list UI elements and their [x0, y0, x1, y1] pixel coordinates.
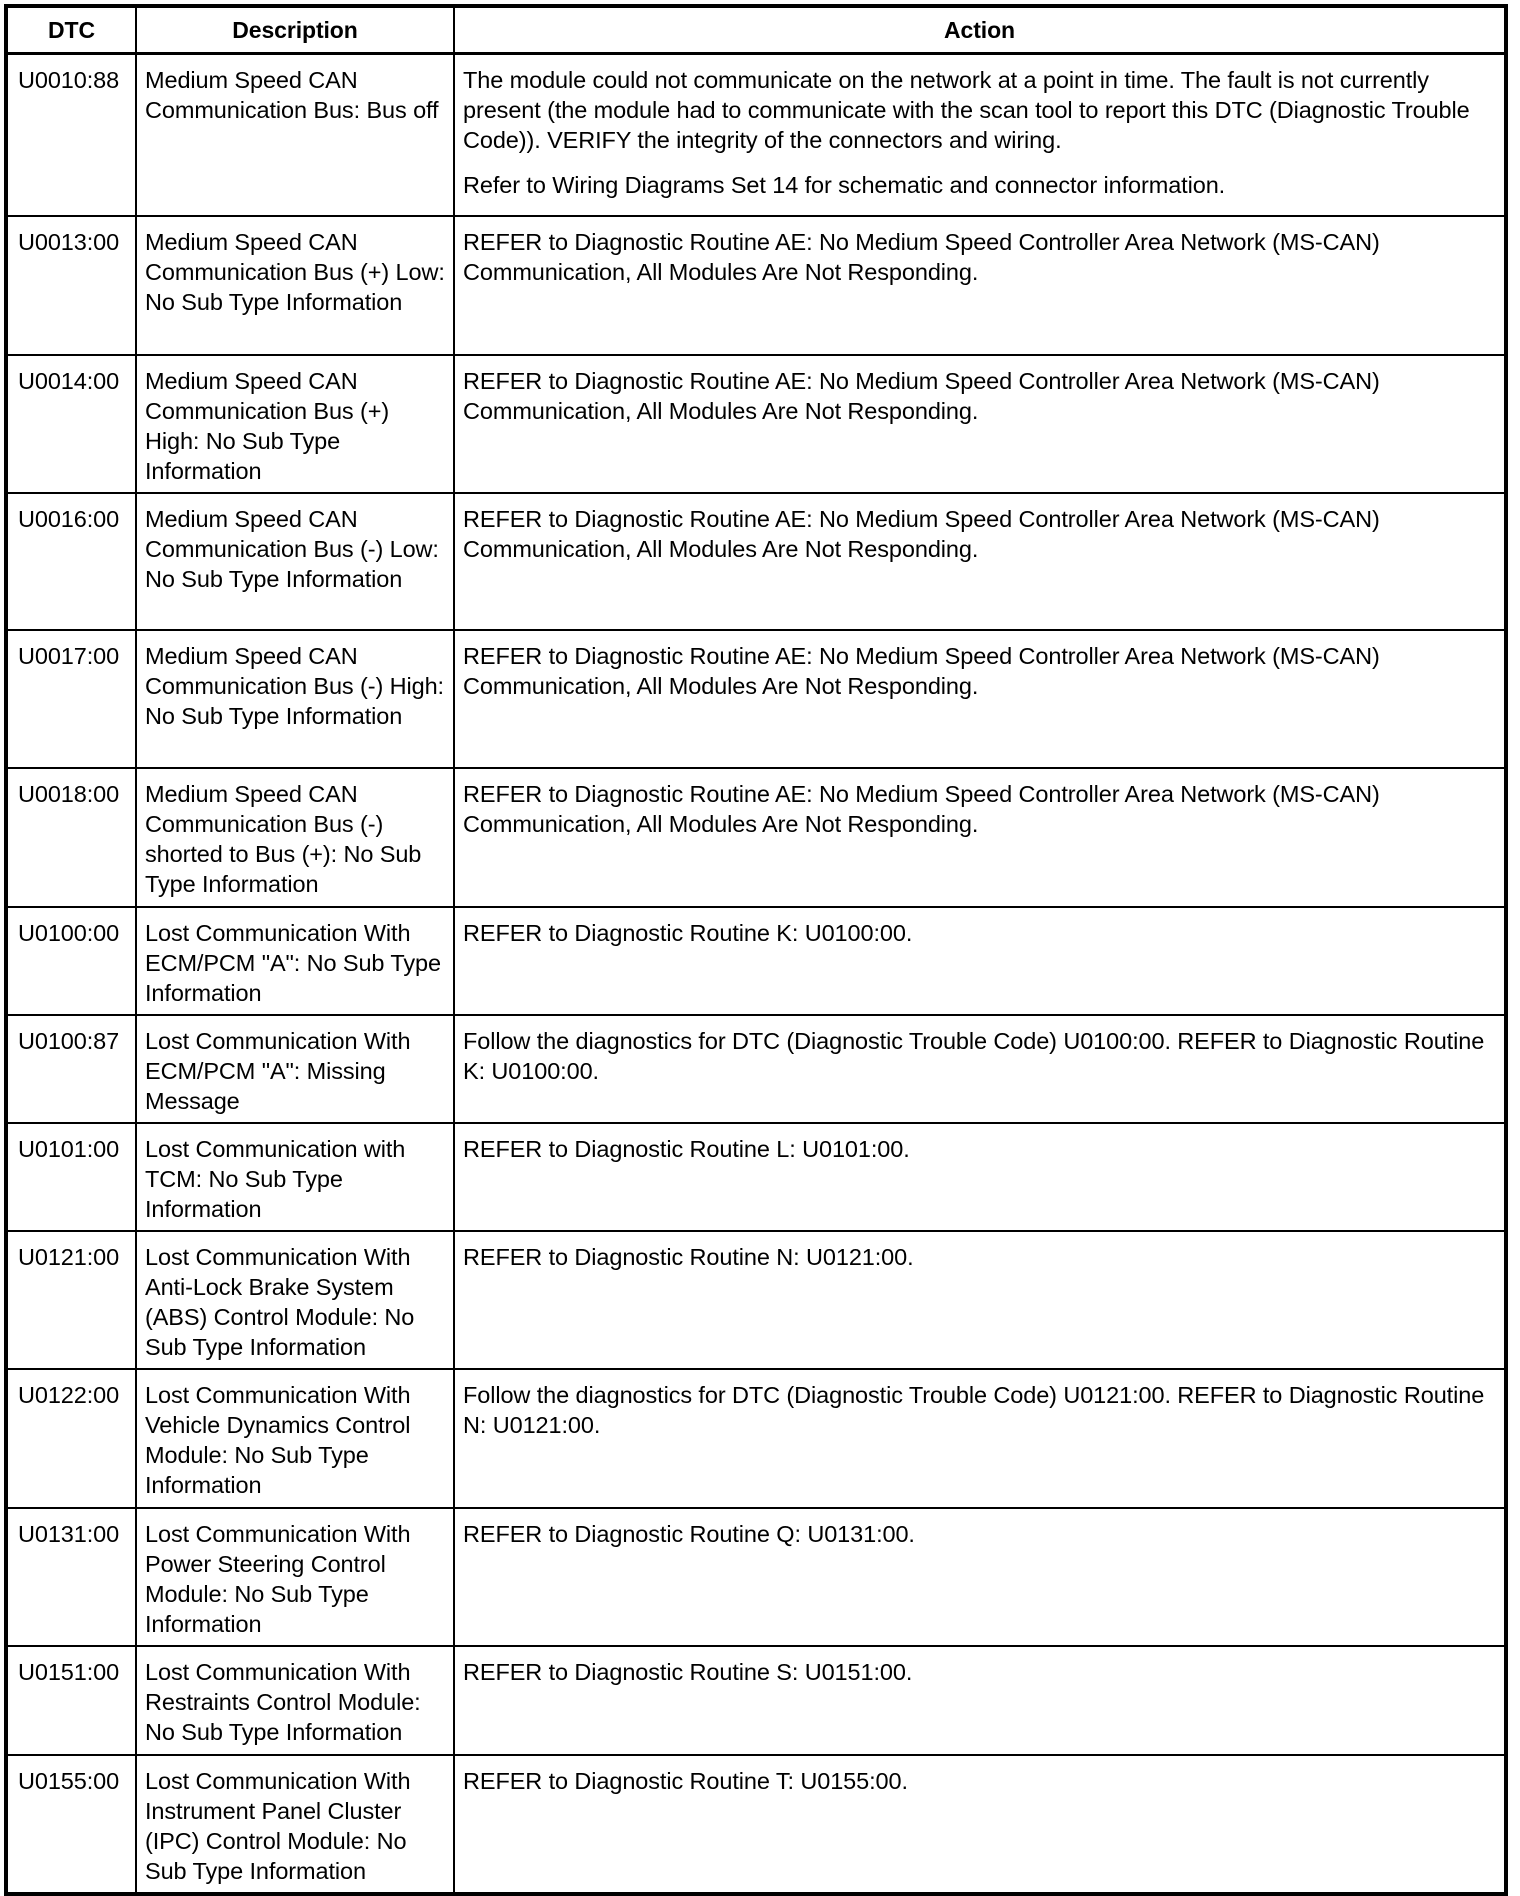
action-text: REFER to Diagnostic Routine Q: U0131:00. [463, 1520, 915, 1547]
table-row [6, 630, 1506, 768]
table-row [6, 1508, 1506, 1646]
dtc-description: Lost Communication With Instrument Panel Cluster (IPC) Control Module: No Sub Type Information [136, 1755, 454, 1894]
dtc-description: Lost Communication With Anti-Lock Brake System (ABS) Control Module: No Sub Type Information [136, 1231, 454, 1369]
dtc-description: Medium Speed CAN Communication Bus (+) High: No Sub Type Information [136, 355, 454, 493]
table-header-row [6, 6, 1506, 54]
dtc-action [454, 1231, 1506, 1369]
dtc-action [454, 768, 1506, 907]
header-dtc: DTC [6, 6, 136, 54]
dtc-code: U0010:88 [6, 54, 136, 216]
dtc-action [454, 1015, 1506, 1123]
table-row [6, 768, 1506, 907]
dtc-action [454, 1755, 1506, 1894]
dtc-description: Medium Speed CAN Communication Bus (+) Low: No Sub Type Information [136, 216, 454, 355]
dtc-action [454, 216, 1506, 355]
action-text: REFER to Diagnostic Routine AE: No Medium Speed Controller Area Network (MS-CAN) Communication, All Modules Are Not Responding. [463, 505, 1380, 562]
action-text: REFER to Diagnostic Routine AE: No Medium Speed Controller Area Network (MS-CAN) Communication, All Modules Are Not Responding. [463, 780, 1380, 837]
dtc-code: U0016:00 [6, 493, 136, 630]
dtc-code: U0151:00 [6, 1646, 136, 1755]
dtc-action [454, 1369, 1506, 1508]
dtc-description: Lost Communication With ECM/PCM "A": Missing Message [136, 1015, 454, 1123]
dtc-description: Lost Communication With ECM/PCM "A": No Sub Type Information [136, 907, 454, 1015]
dtc-code: U0100:87 [6, 1015, 136, 1123]
dtc-action [454, 1508, 1506, 1646]
dtc-description: Lost Communication with TCM: No Sub Type Information [136, 1123, 454, 1231]
action-text-wiring-reference: Refer to Wiring Diagrams Set 14 for schematic and connector information. [463, 172, 1226, 198]
dtc-action [454, 355, 1506, 493]
table-row [6, 1015, 1506, 1123]
dtc-code: U0101:00 [6, 1123, 136, 1231]
table-row [6, 1646, 1506, 1755]
dtc-code: U0131:00 [6, 1508, 136, 1646]
table-row [6, 1755, 1506, 1894]
dtc-description: Medium Speed CAN Communication Bus: Bus off [136, 54, 454, 216]
action-text: The module could not communicate on the network at a point in time. The fault is not currently present (the module had to communicate with the scan tool to report this DTC (Diagnostic Trouble Code)). VERIFY the integrity of the connectors and wiring. [463, 67, 1470, 153]
action-text: Follow the diagnostics for DTC (Diagnostic Trouble Code) U0121:00. REFER to Diagnostic Routine N: U0121:00. [463, 1381, 1485, 1438]
header-action: Action [454, 6, 1506, 54]
dtc-description: Medium Speed CAN Communication Bus (-) shorted to Bus (+): No Sub Type Information [136, 768, 454, 907]
dtc-code: U0013:00 [6, 216, 136, 355]
dtc-description: Medium Speed CAN Communication Bus (-) High: No Sub Type Information [136, 630, 454, 768]
action-text: REFER to Diagnostic Routine AE: No Medium Speed Controller Area Network (MS-CAN) Communication, All Modules Are Not Responding. [463, 367, 1380, 424]
table-row [6, 907, 1506, 1015]
header-description: Description [136, 6, 454, 54]
dtc-description: Lost Communication With Vehicle Dynamics Control Module: No Sub Type Information [136, 1369, 454, 1508]
dtc-code: U0017:00 [6, 630, 136, 768]
table-row [6, 1231, 1506, 1369]
dtc-code: U0121:00 [6, 1231, 136, 1369]
action-text: Follow the diagnostics for DTC (Diagnostic Trouble Code) U0100:00. REFER to Diagnostic Routine K: U0100:00. [463, 1027, 1485, 1084]
action-text: REFER to Diagnostic Routine S: U0151:00. [463, 1658, 913, 1685]
table-row [6, 54, 1506, 216]
dtc-code: U0018:00 [6, 768, 136, 907]
table-body [6, 54, 1506, 1894]
dtc-description: Lost Communication With Restraints Control Module: No Sub Type Information [136, 1646, 454, 1755]
dtc-action [454, 907, 1506, 1015]
dtc-table [4, 4, 1508, 1896]
dtc-action [454, 54, 1506, 216]
dtc-code: U0014:00 [6, 355, 136, 493]
dtc-action [454, 1646, 1506, 1755]
table-row [6, 216, 1506, 355]
dtc-code: U0155:00 [6, 1755, 136, 1894]
action-text: REFER to Diagnostic Routine K: U0100:00. [463, 919, 913, 946]
dtc-action [454, 1123, 1506, 1231]
action-text: REFER to Diagnostic Routine N: U0121:00. [463, 1243, 914, 1270]
dtc-description: Lost Communication With Power Steering Control Module: No Sub Type Information [136, 1508, 454, 1646]
dtc-description: Medium Speed CAN Communication Bus (-) Low: No Sub Type Information [136, 493, 454, 630]
table-row [6, 1123, 1506, 1231]
dtc-code: U0122:00 [6, 1369, 136, 1508]
dtc-code: U0100:00 [6, 907, 136, 1015]
action-text: REFER to Diagnostic Routine T: U0155:00. [463, 1767, 908, 1794]
action-text: REFER to Diagnostic Routine AE: No Medium Speed Controller Area Network (MS-CAN) Communication, All Modules Are Not Responding. [463, 228, 1380, 285]
table-row [6, 1369, 1506, 1508]
dtc-action [454, 493, 1506, 630]
dtc-action [454, 630, 1506, 768]
action-text: REFER to Diagnostic Routine L: U0101:00. [463, 1135, 910, 1162]
table-row [6, 355, 1506, 493]
table-row [6, 493, 1506, 630]
action-text: REFER to Diagnostic Routine AE: No Medium Speed Controller Area Network (MS-CAN) Communication, All Modules Are Not Responding. [463, 642, 1380, 699]
